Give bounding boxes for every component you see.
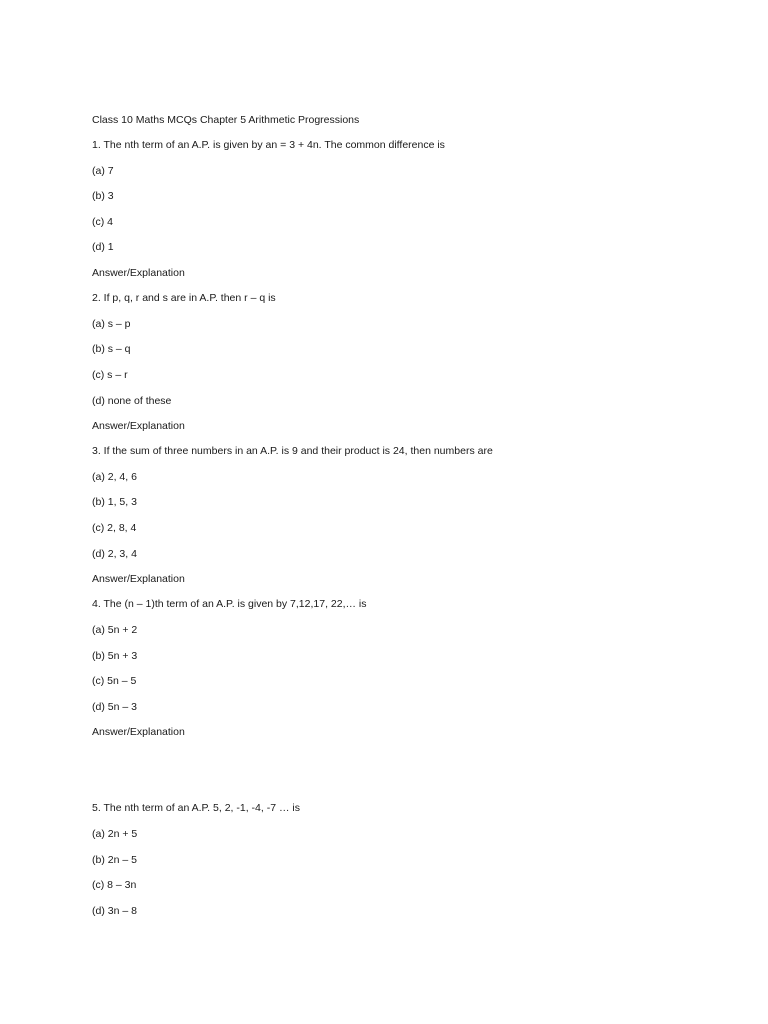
question-2-option-a: (a) s – p — [92, 318, 131, 330]
question-1-text: 1. The nth term of an A.P. is given by an = 3 + 4n. The common difference is — [92, 139, 445, 151]
question-3-text: 3. If the sum of three numbers in an A.P. is 9 and their product is 24, then numbers are — [92, 445, 493, 457]
question-4-option-d: (d) 5n – 3 — [92, 701, 137, 713]
question-3-option-c: (c) 2, 8, 4 — [92, 522, 137, 534]
question-4-answer-link[interactable]: Answer/Explanation — [92, 726, 185, 738]
question-4-option-b: (b) 5n + 3 — [92, 650, 138, 662]
question-1-option-a: (a) 7 — [92, 165, 114, 177]
question-3-option-b: (b) 1, 5, 3 — [92, 496, 137, 508]
question-2-option-b: (b) s – q — [92, 343, 131, 355]
question-5-option-a: (a) 2n + 5 — [92, 828, 138, 840]
question-5-option-c: (c) 8 – 3n — [92, 879, 137, 891]
question-5-option-d: (d) 3n – 8 — [92, 905, 137, 917]
question-1-answer-link[interactable]: Answer/Explanation — [92, 267, 185, 279]
question-2-option-d: (d) none of these — [92, 395, 172, 407]
question-1-option-b: (b) 3 — [92, 190, 114, 202]
question-4-option-c: (c) 5n – 5 — [92, 675, 137, 687]
document-title: Class 10 Maths MCQs Chapter 5 Arithmetic Progressions — [92, 114, 360, 126]
question-4-text: 4. The (n – 1)th term of an A.P. is given by 7,12,17, 22,… is — [92, 598, 367, 610]
question-1-option-c: (c) 4 — [92, 216, 113, 228]
question-2-option-c: (c) s – r — [92, 369, 128, 381]
question-3-option-d: (d) 2, 3, 4 — [92, 548, 137, 560]
question-1-option-d: (d) 1 — [92, 241, 114, 253]
question-4-option-a: (a) 5n + 2 — [92, 624, 138, 636]
question-5-text: 5. The nth term of an A.P. 5, 2, -1, -4, -7 … is — [92, 802, 300, 814]
question-2-answer-link[interactable]: Answer/Explanation — [92, 420, 185, 432]
question-3-option-a: (a) 2, 4, 6 — [92, 471, 137, 483]
question-2-text: 2. If p, q, r and s are in A.P. then r – q is — [92, 292, 276, 304]
question-3-answer-link[interactable]: Answer/Explanation — [92, 573, 185, 585]
question-5-option-b: (b) 2n – 5 — [92, 854, 137, 866]
